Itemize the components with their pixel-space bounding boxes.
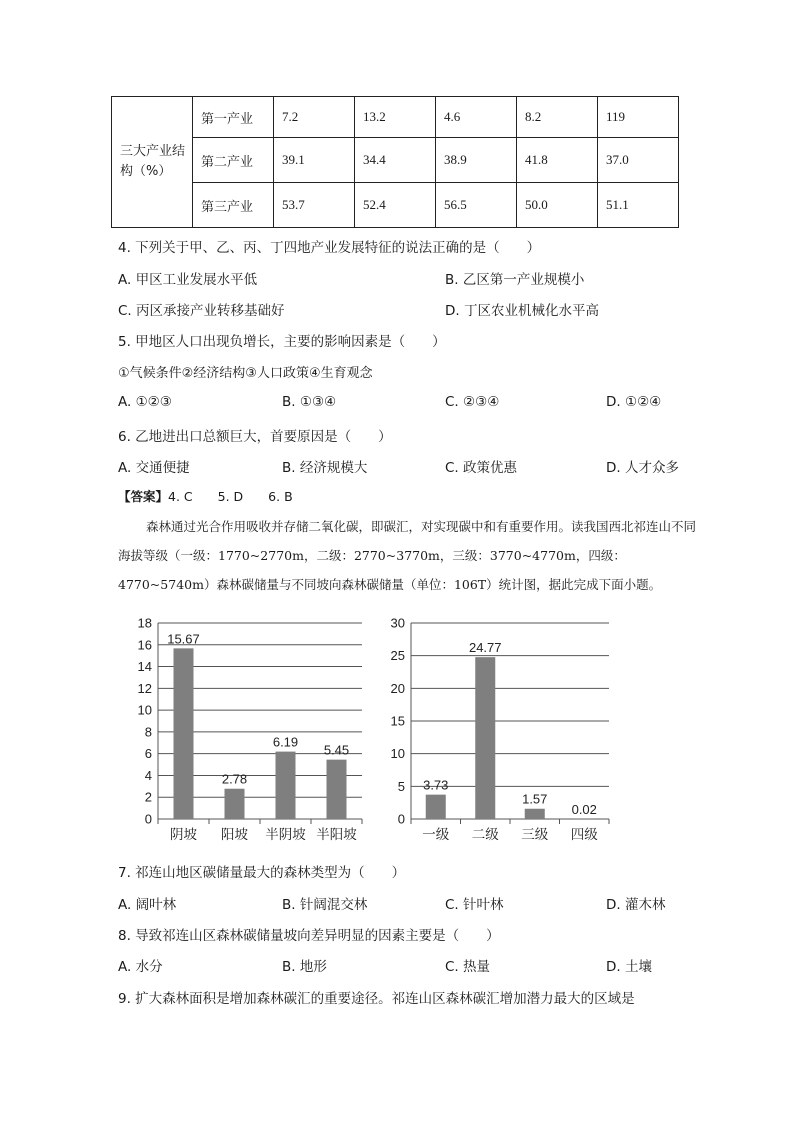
industry-structure-table <box>111 96 679 228</box>
table-cell: 51.1 <box>598 183 679 228</box>
q6-option-a[interactable]: A. 交通便捷 <box>118 460 190 476</box>
intro-paragraph <box>118 512 700 599</box>
y-tick-label: 16 <box>137 637 152 653</box>
y-tick-label: 20 <box>390 680 405 696</box>
bar <box>475 657 495 819</box>
y-tick-label: 10 <box>137 702 152 718</box>
y-tick-label: 12 <box>137 680 152 696</box>
question-6-stem: 6. 乙地进出口总额巨大，首要原因是（ ） <box>118 429 392 445</box>
q7-option-a[interactable]: A. 阔叶林 <box>118 897 177 913</box>
table-cell: 53.7 <box>274 183 355 228</box>
table-cell: 50.0 <box>517 183 598 228</box>
table-cell: 38.9 <box>436 138 517 183</box>
table-cell: 39.1 <box>274 138 355 183</box>
table-row <box>112 183 679 228</box>
bar-value-label: 1.57 <box>522 791 548 807</box>
table-group-label: 三大产业结构（%） <box>112 97 193 228</box>
answer-line <box>118 487 293 505</box>
altitude-carbon-chart <box>380 612 620 852</box>
y-tick-label: 0 <box>144 811 152 827</box>
y-tick-label: 5 <box>397 778 405 794</box>
bar <box>327 760 347 819</box>
q4-option-a[interactable]: A. 甲区工业发展水平低 <box>118 272 258 288</box>
y-tick-label: 18 <box>137 615 152 631</box>
q4-option-d[interactable]: D. 丁区农业机械化水平高 <box>445 303 599 319</box>
y-tick-label: 8 <box>144 724 152 740</box>
q7-option-d[interactable]: D. 灌木林 <box>606 897 666 913</box>
slope-carbon-chart <box>120 612 370 852</box>
y-tick-label: 30 <box>390 615 405 631</box>
table-cell: 8.2 <box>517 97 598 138</box>
category-label: 阴坡 <box>170 827 197 842</box>
y-tick-label: 4 <box>144 767 152 783</box>
bar-value-label: 6.19 <box>272 734 299 750</box>
category-label: 一级 <box>422 827 450 842</box>
table-cell: 52.4 <box>355 183 436 228</box>
table-cell: 4.6 <box>436 97 517 138</box>
row-label: 第二产业 <box>193 138 274 183</box>
answer-label: 【答案】 <box>118 489 169 504</box>
row-label: 第三产业 <box>193 183 274 228</box>
question-5-choices-note: ①气候条件②经济结构③人口政策④生育观念 <box>118 366 373 381</box>
y-tick-label: 2 <box>144 789 152 805</box>
table-cell: 34.4 <box>355 138 436 183</box>
question-7-stem: 7. 祁连山地区碳储量最大的森林类型为（ ） <box>118 865 406 881</box>
category-label: 四级 <box>570 827 598 842</box>
bar <box>426 795 446 819</box>
category-label: 阳坡 <box>221 827 248 842</box>
bar-value-label: 5.45 <box>323 742 350 758</box>
table-cell: 7.2 <box>274 97 355 138</box>
q5-option-a[interactable]: A. ①②③ <box>118 394 172 410</box>
bar <box>525 809 545 819</box>
q6-option-c[interactable]: C. 政策优惠 <box>445 460 518 476</box>
bar-value-label: 2.78 <box>221 771 248 787</box>
q6-option-b[interactable]: B. 经济规模大 <box>282 460 368 476</box>
category-label: 二级 <box>471 827 499 842</box>
category-label: 三级 <box>521 827 549 842</box>
q5-option-c[interactable]: C. ②③④ <box>445 394 500 410</box>
table-cell: 56.5 <box>436 183 517 228</box>
bar-value-label: 0.02 <box>571 801 597 817</box>
bar <box>276 752 296 819</box>
table-cell: 37.0 <box>598 138 679 183</box>
y-tick-label: 25 <box>390 648 405 664</box>
question-8-stem: 8. 导致祁连山区森林碳储量坡向差异明显的因素主要是（ ） <box>118 928 500 944</box>
q5-option-b[interactable]: B. ①③④ <box>282 394 337 410</box>
bar-value-label: 15.67 <box>167 631 200 647</box>
q4-option-c[interactable]: C. 丙区承接产业转移基础好 <box>118 303 285 319</box>
answer-text: 4. C 5. D 6. B <box>168 489 293 504</box>
q8-option-c[interactable]: C. 热量 <box>445 959 491 975</box>
q7-option-b[interactable]: B. 针阔混交林 <box>282 897 368 913</box>
y-tick-label: 0 <box>397 811 405 827</box>
y-tick-label: 10 <box>390 746 405 762</box>
table-row <box>112 138 679 183</box>
q8-option-a[interactable]: A. 水分 <box>118 959 163 975</box>
bar-value-label: 3.73 <box>423 777 449 793</box>
bar <box>225 789 245 819</box>
row-label: 第一产业 <box>193 97 274 138</box>
y-tick-label: 6 <box>144 746 152 762</box>
q5-option-d[interactable]: D. ①②④ <box>606 394 662 410</box>
table-cell: 119 <box>598 97 679 138</box>
y-tick-label: 14 <box>137 659 152 675</box>
y-tick-label: 15 <box>390 713 405 729</box>
q8-option-d[interactable]: D. 土壤 <box>606 959 652 975</box>
table-cell: 41.8 <box>517 138 598 183</box>
category-label: 半阳坡 <box>316 827 357 842</box>
q4-option-b[interactable]: B. 乙区第一产业规模小 <box>445 272 585 288</box>
q8-option-b[interactable]: B. 地形 <box>282 959 327 975</box>
intro-text: 森林通过光合作用吸收并存储二氧化碳，即碳汇，对实现碳中和有重要作用。读我国西北祁连山不同海拔等级（一级：1770~2770m，二级：2770~3770m，三级：3770~4770m，四级：4770~5740m）森林碳储量与不同坡向森林碳储量（单位：106T）统计图，据此完成下面小题。 <box>118 519 697 592</box>
q7-option-c[interactable]: C. 针叶林 <box>445 897 504 913</box>
table-row <box>112 97 679 138</box>
question-9-stem: 9. 扩大森林面积是增加森林碳汇的重要途径。祁连山区森林碳汇增加潜力最大的区域是 <box>118 991 635 1007</box>
bar-value-label: 24.77 <box>468 640 502 656</box>
question-4-stem: 4. 下列关于甲、乙、丙、丁四地产业发展特征的说法正确的是（ ） <box>118 240 541 256</box>
table-cell: 13.2 <box>355 97 436 138</box>
bar <box>174 648 194 819</box>
category-label: 半阴坡 <box>265 827 306 842</box>
q6-option-d[interactable]: D. 人才众多 <box>606 460 679 476</box>
question-5-stem: 5. 甲地区人口出现负增长，主要的影响因素是（ ） <box>118 334 446 350</box>
